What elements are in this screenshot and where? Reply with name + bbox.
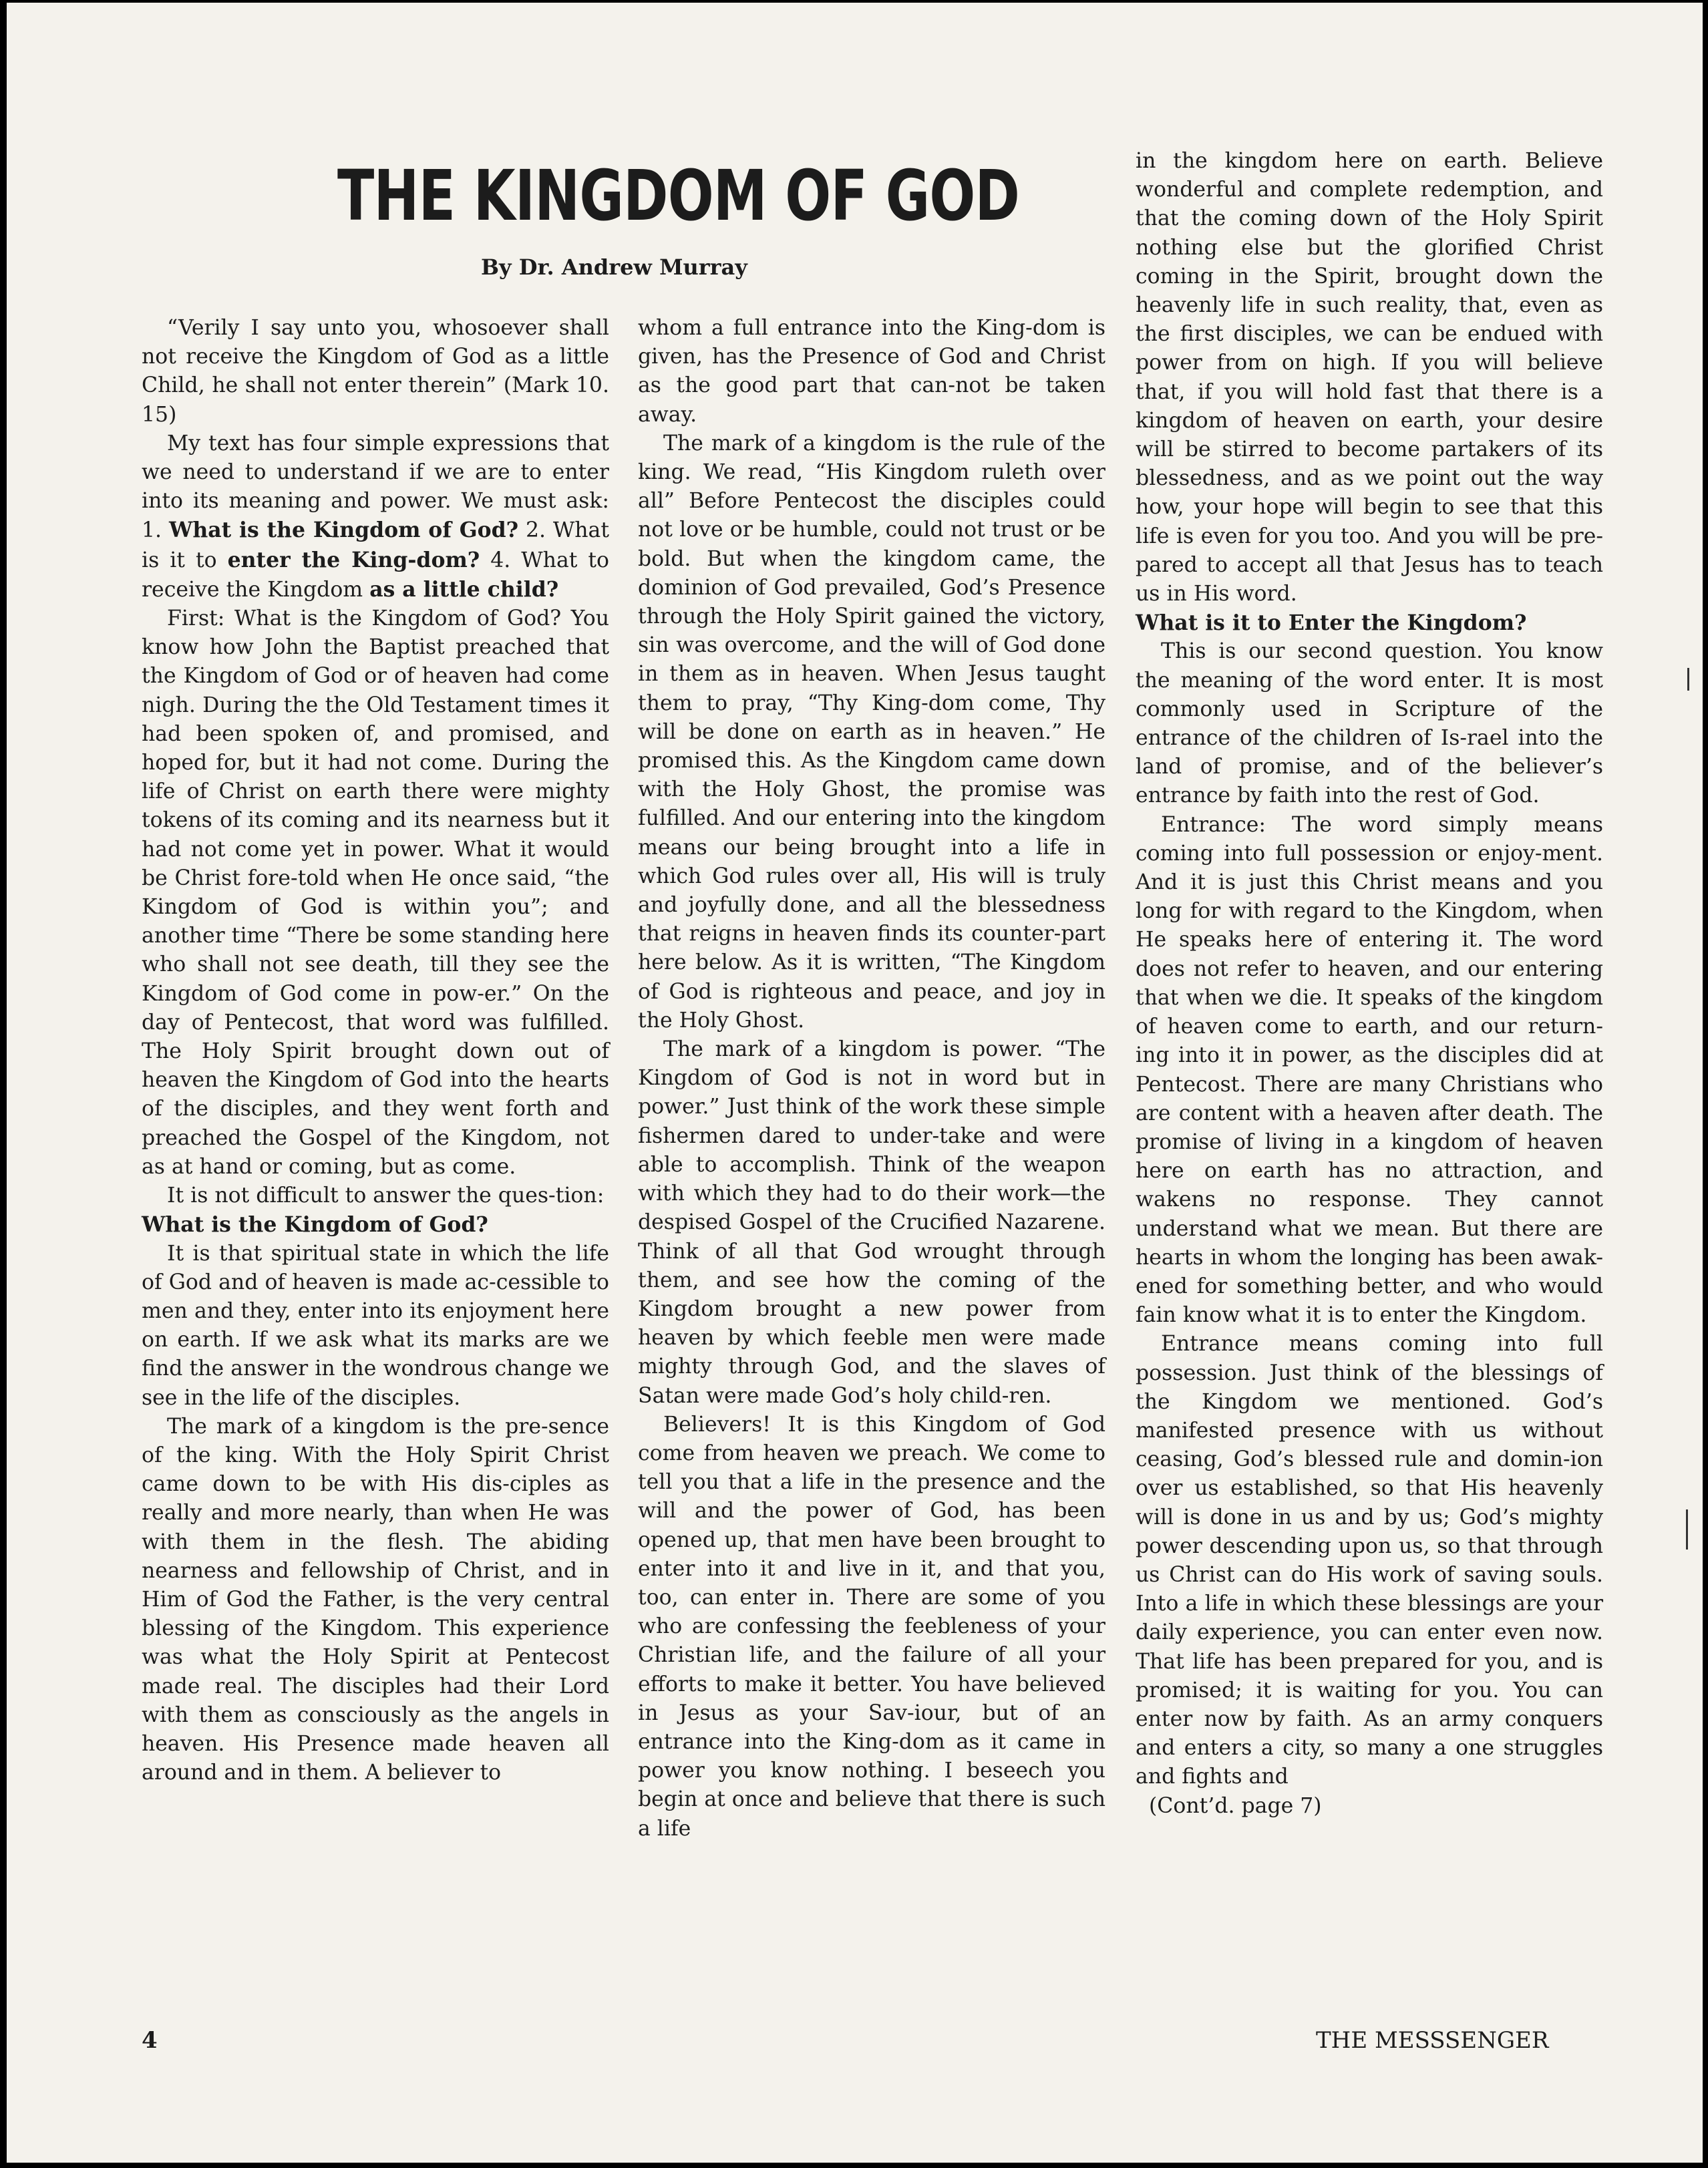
paragraph: The mark of a kingdom is the pre-sence of the king. With the Holy Spirit Christ came down to be with His dis-ciples as really and more nearly, than when He was with them in the flesh. The abiding nearness and fellowship of Christ, and in Him of God the Father, is the very central blessing of the Kingdom. This experience was what the Holy Spirit at Pentecost made real. The disciples had their Lord with them as consciously as the angels in heaven. His Presence made heaven all around and in them. A believer to	[142, 1414, 609, 1785]
left-border	[0, 0, 7, 2168]
column-3	[1136, 147, 1603, 1821]
paragraph: “Verily I say unto you, whosoever shall not receive the Kingdom of God as a little Child, he shall not enter therein” (Mark 10. 15)	[142, 316, 609, 427]
column-1	[142, 314, 609, 1787]
paragraph: whom a full entrance into the King-dom is given, has the Presence of God and Christ as the good part that can-not be taken away.	[638, 316, 1105, 427]
column-2	[638, 314, 1105, 1843]
paragraph: Entrance means coming into full possession. Just think of the blessings of the Kingdom we mentioned. God’s manifested presence with us without ceasing, God’s blessed rule and domin-ion over us established, so that His heavenly will is done in us and by us; God’s mighty power descending upon us, so that through us Christ can do His work of saving souls. Into a life in which these blessings are your daily experience, you can enter even now. That life has been prepared for you, and is promised; it is waiting for you. You can enter now by faith. As an army conquers and enters a city, so many a one struggles and fights and	[1136, 1332, 1603, 1789]
paragraph: Believers! It is this Kingdom of God come from heaven we preach. We come to tell you that a life in the presence and the will and the power of God, has been opened up, that men have been brought to enter into it and live in it, and that you, too, can enter in. There are some of you who are confessing the feebleness of your Christian life, and the failure of all your efforts to make it better. You have believed in Jesus as your Sav-iour, but of an entrance into the King-dom as it came in power you know nothing. I beseech you begin at once and believe that there is such a life	[638, 1412, 1105, 1841]
continuation-note: (Cont’d. page 7)	[1149, 1793, 1322, 1818]
scan-mark	[1687, 668, 1689, 691]
paragraph: This is our second question. You know the meaning of the word enter. It is most commonly used in Scripture of the entrance of the children of Is-rael into the land of promise, and of the believer’s entrance by faith into the rest of God.	[1136, 639, 1603, 808]
page-number: 4	[142, 2027, 158, 2054]
paragraph: The mark of a kingdom is power. “The Kingdom of God is not in word but in power.” Just think of the work these simple fishermen dared to under-take and were able to accomplish. Think of the weapon with which they had to do their work—the despised Gospel of the Crucified Nazarene. Think of all that God wrought through them, and see how the coming of the Kingdom brought a new power from heaven by which feeble men were made mighty through God, and the slaves of Satan were made God’s holy child-ren.	[638, 1037, 1105, 1408]
top-border	[0, 0, 1708, 3]
paragraph: It is that spiritual state in which the life of God and of heaven is made ac-cessible to men and they, enter into its enjoyment here on earth. If we ask what its marks are we find the answer in the wondrous change we see in the life of the disciples.	[142, 1241, 609, 1410]
paragraph: The mark of a kingdom is the rule of the king. We read, “His Kingdom ruleth over all” Before Pentecost the disciples could not love or be humble, could not trust or be bold. But when the kingdom came, the dominion of God prevailed, God’s Presence through the Holy Spirit gained the victory, sin was overcome, and the will of God done in them as in heaven. When Jesus taught them to pray, “Thy King-dom come, Thy will be done on earth as in heaven.” He promised this. As the Kingdom came down with the Holy Ghost, the promise was fulfilled. And our entering into the kingdom means our being brought into a life in which God rules over all, His will is truly and joyfully done, and all the blessedness that reigns in heaven finds its counter-part here below. As it is written, “The Kingdom of God is righteous and peace, and joy in the Holy Ghost.	[638, 431, 1105, 1033]
paragraph: My text has four simple expressions that we need to understand if we are to enter into its meaning and power. We must ask: 1. What is the Kingdom of God? 2. What is it to enter the King-dom? 4. What to receive the Kingdom as a little child?	[142, 431, 610, 602]
paragraph: First: What is the Kingdom of God? You know how John the Baptist preached that the Kingdom of God or of heaven had come nigh. During the the Old Testament times it had been spoken of, and promised, and hoped for, but it had not come. During the life of Christ on earth there were mighty tokens of its coming and its nearness but it had not come yet in power. What it would be Christ fore-told when He once said, “the Kingdom of God is within you”; and another time “There be some standing here who shall not see death, till they see the Kingdom of God come in pow-er.” On the day of Pentecost, that word was fulfilled. The Holy Spirit brought down out of heaven the Kingdom of God into the hearts of the disciples, and they went forth and preached the Gospel of the Kingdom, not as at hand or coming, but as come.	[142, 606, 609, 1179]
section-heading: What is it to Enter the Kingdom?	[1136, 610, 1527, 636]
article-title: THE KINGDOM OF GOD	[337, 155, 1020, 236]
paragraph: Entrance: The word simply means coming into full possession or enjoy-ment. And it is just this Christ means and you long for with regard to the Kingdom, when He speaks here of entering it. The word does not refer to heaven, and our entering that when we die. It speaks of the kingdom of heaven come to earth, and our return-ing into it in power, as the disciples did at Pentecost. There are many Christians who are content with a heaven after death. The promise of living in a kingdom of heaven here on earth has no attraction, and wakens no response. They cannot understand what we mean. But there are hearts in whom the longing has been awak-ened for something better, and who would fain know what it is to enter the Kingdom.	[1136, 812, 1603, 1328]
paragraph: in the kingdom here on earth. Believe wonderful and complete redemption, and that the coming down of the Holy Spirit nothing else but the glorified Christ coming in the Spirit, brought down the heavenly life in such reality, that, even as the first disciples, we can be endued with power from on high. If you will believe that, if you will hold fast that there is a kingdom of heaven on earth, your desire will be stirred to become partakers of its blessedness, and as we point out the way how, your hope will begin to see that this life is even for you too. And you will be pre-pared to accept all that Jesus has to teach us in His word.	[1136, 149, 1603, 606]
paragraph: It is not difficult to answer the ques-tion:	[167, 1184, 605, 1208]
section-heading: What is the Kingdom of God?	[142, 1212, 488, 1238]
right-border	[1703, 0, 1708, 2168]
scan-mark	[1686, 1509, 1688, 1550]
bottom-border	[0, 2163, 1708, 2168]
publication-name: THE MESSSENGER	[1316, 2027, 1549, 2054]
article-byline: By Dr. Andrew Murray	[481, 254, 747, 280]
